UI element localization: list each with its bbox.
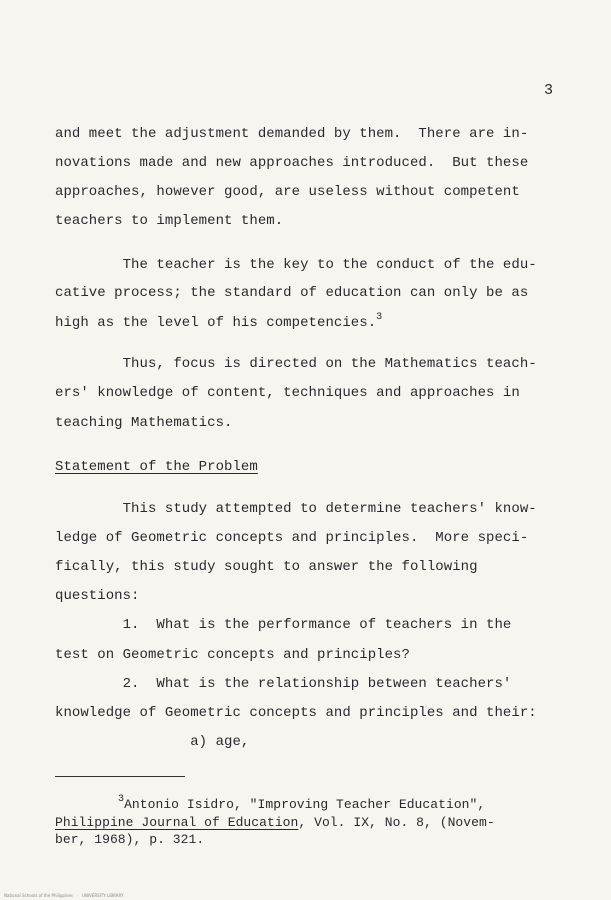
archive-footer: National Schools of the Philippines · UNIVERSITY LIBRARY <box>4 893 124 898</box>
question-line: test on Geometric concepts and principles? <box>55 647 410 663</box>
paragraph-4-line: This study attempted to determine teachers' know- <box>55 501 537 517</box>
paragraph-4-line: fically, this study sought to answer the following <box>55 559 478 575</box>
question-line: a) age, <box>55 734 250 750</box>
paragraph-2-text: high as the level of his competencies. <box>55 315 377 331</box>
page-number: 3 <box>543 82 553 99</box>
paragraph-2-line <box>55 312 383 333</box>
footnote-reference: 3 <box>376 312 383 323</box>
paragraph-2-line: The teacher is the key to the conduct of the edu- <box>55 257 537 273</box>
question-line: 2. What is the relationship between teachers' <box>55 676 512 692</box>
paragraph-1-line: teachers to implement them. <box>55 213 284 229</box>
paragraph-4-line: questions: <box>55 588 140 604</box>
paragraph-3-line: ers' knowledge of content, techniques and approaches in <box>55 385 520 401</box>
journal-title: Philippine Journal of Education <box>55 815 299 830</box>
paragraph-2-line: cative process; the standard of education can only be as <box>55 285 529 301</box>
footnote-line <box>55 815 495 831</box>
footnote-divider <box>55 776 185 777</box>
question-line: 1. What is the performance of teachers in the <box>55 617 512 633</box>
paragraph-3-line: Thus, focus is directed on the Mathematics teach- <box>55 356 537 372</box>
footnote-text: , Vol. IX, No. 8, (Novem- <box>298 815 495 830</box>
section-heading: Statement of the Problem <box>55 459 258 475</box>
footnote-marker: 3 <box>118 794 125 805</box>
paragraph-1-line: approaches, however good, are useless without competent <box>55 184 520 200</box>
question-line: knowledge of Geometric concepts and principles and their: <box>55 705 537 721</box>
paragraph-1-line: novations made and new approaches introduced. But these <box>55 155 529 171</box>
footnote-text: Antonio Isidro, "Improving Teacher Education", <box>124 797 486 812</box>
paragraph-3-line: teaching Mathematics. <box>55 415 233 431</box>
paragraph-4-line: ledge of Geometric concepts and principles. More speci- <box>55 530 529 546</box>
footnote-line <box>118 794 486 815</box>
paragraph-1-line: and meet the adjustment demanded by them. There are in- <box>55 126 529 142</box>
footnote-line: ber, 1968), p. 321. <box>55 832 205 847</box>
